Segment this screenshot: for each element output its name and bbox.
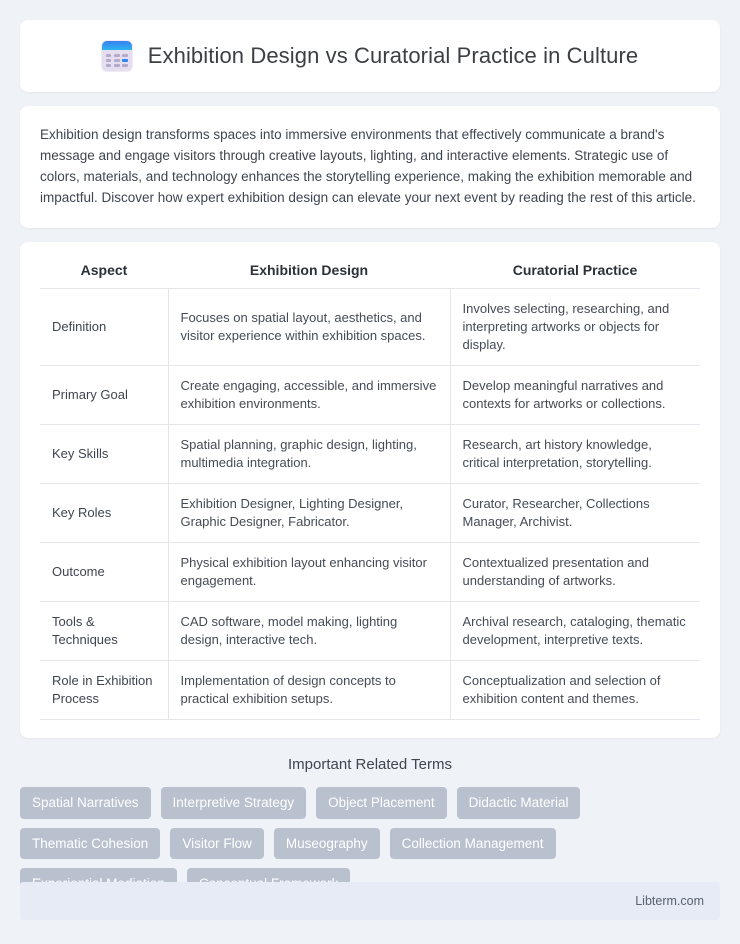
cell-curatorial-practice: Curator, Researcher, Collections Manager, Archivist.	[450, 484, 700, 543]
table-row	[40, 425, 700, 484]
table-body	[40, 289, 700, 720]
term-tag[interactable]: Visitor Flow	[170, 828, 264, 860]
calendar-cell	[114, 54, 120, 57]
table-row	[40, 366, 700, 425]
cell-curatorial-practice: Research, art history knowledge, critical interpretation, storytelling.	[450, 425, 700, 484]
footer-bar	[20, 882, 720, 920]
calendar-cell	[122, 64, 128, 67]
table-row	[40, 543, 700, 602]
calendar-cell	[106, 64, 112, 67]
table-row	[40, 289, 700, 366]
term-tag[interactable]: Museography	[274, 828, 380, 860]
cell-exhibition-design: Physical exhibition layout enhancing visitor engagement.	[168, 543, 450, 602]
cell-exhibition-design: Spatial planning, graphic design, lighting, multimedia integration.	[168, 425, 450, 484]
table-row	[40, 484, 700, 543]
description-text: Exhibition design transforms spaces into immersive environments that effectively communicate a brand's message and engage visitors through creative layouts, lighting, and interactive elements. Strategic use of colors, materials, and technology enhances the storytelling experience, making the exhibition memorable and impactful. Discover how expert exhibition design can elevate your next event by reading the rest of this article.	[40, 127, 696, 205]
header-inner	[102, 41, 639, 71]
term-tag[interactable]: Didactic Material	[457, 787, 581, 819]
calendar-icon-top	[102, 41, 132, 50]
table-head	[40, 258, 700, 289]
cell-curatorial-practice: Involves selecting, researching, and interpreting artworks or objects for display.	[450, 289, 700, 366]
calendar-cell	[114, 64, 120, 67]
cell-curatorial-practice: Conceptualization and selection of exhibition content and themes.	[450, 661, 700, 720]
header-card	[20, 20, 720, 92]
calendar-icon	[102, 41, 132, 71]
column-header-aspect: Aspect	[40, 258, 168, 289]
cell-exhibition-design: Exhibition Designer, Lighting Designer, Graphic Designer, Fabricator.	[168, 484, 450, 543]
cell-curatorial-practice: Develop meaningful narratives and contexts for artworks or collections.	[450, 366, 700, 425]
cell-curatorial-practice: Archival research, cataloging, thematic development, interpretive texts.	[450, 602, 700, 661]
description-card	[20, 106, 720, 228]
cell-exhibition-design: CAD software, model making, lighting design, interactive tech.	[168, 602, 450, 661]
cell-aspect: Role in Exhibition Process	[40, 661, 168, 720]
cell-curatorial-practice: Contextualized presentation and understanding of artworks.	[450, 543, 700, 602]
page-title: Exhibition Design vs Curatorial Practice in Culture	[147, 43, 639, 68]
footer-brand: Libterm.com	[635, 894, 704, 908]
calendar-icon-grid	[106, 54, 128, 67]
related-terms-section	[20, 754, 720, 900]
cell-exhibition-design: Focuses on spatial layout, aesthetics, and visitor experience within exhibition spaces.	[168, 289, 450, 366]
column-header-curatorial-practice: Curatorial Practice	[450, 258, 700, 289]
cell-aspect: Tools & Techniques	[40, 602, 168, 661]
cell-aspect: Primary Goal	[40, 366, 168, 425]
table-row	[40, 602, 700, 661]
comparison-table-card	[20, 242, 720, 738]
cell-aspect: Outcome	[40, 543, 168, 602]
cell-exhibition-design: Create engaging, accessible, and immersive exhibition environments.	[168, 366, 450, 425]
table-row	[40, 661, 700, 720]
column-header-exhibition-design: Exhibition Design	[168, 258, 450, 289]
calendar-cell	[114, 59, 120, 62]
term-tag[interactable]: Object Placement	[316, 787, 447, 819]
term-tag[interactable]: Spatial Narratives	[20, 787, 151, 819]
term-tag[interactable]: Thematic Cohesion	[20, 828, 160, 860]
cell-aspect: Key Roles	[40, 484, 168, 543]
comparison-table	[40, 258, 700, 720]
calendar-cell	[106, 59, 112, 62]
related-terms-title: Important Related Terms	[288, 756, 452, 773]
term-tag[interactable]: Collection Management	[390, 828, 556, 860]
calendar-cell-today	[122, 59, 128, 62]
term-tag[interactable]: Interpretive Strategy	[161, 787, 307, 819]
table-header-row	[40, 258, 700, 289]
calendar-cell	[122, 54, 128, 57]
calendar-cell	[106, 54, 112, 57]
cell-aspect: Definition	[40, 289, 168, 366]
cell-aspect: Key Skills	[40, 425, 168, 484]
cell-exhibition-design: Implementation of design concepts to practical exhibition setups.	[168, 661, 450, 720]
